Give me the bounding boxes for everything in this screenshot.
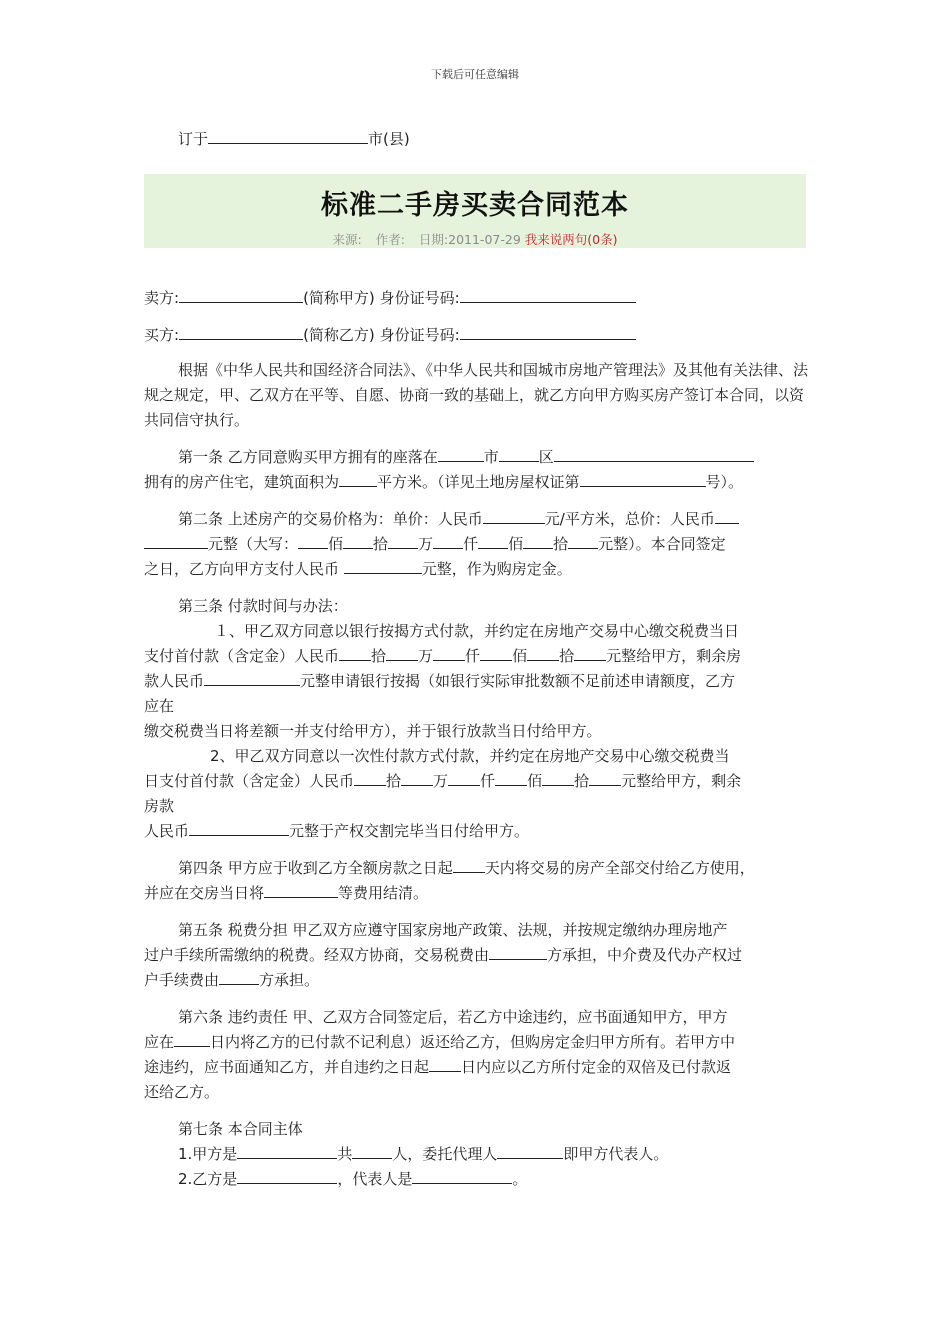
blank <box>715 509 739 524</box>
blank <box>497 1144 563 1159</box>
article-4-line-2 <box>144 881 812 906</box>
article-3-p1-line-3 <box>144 669 812 694</box>
text: 方承担，中介费及代办产权过 <box>547 946 743 964</box>
text: 第二条 上述房产的交易价格为：单价：人民币 <box>178 510 483 528</box>
text: 佰 <box>512 647 528 665</box>
text: 万 <box>433 772 449 790</box>
blank <box>480 646 512 661</box>
article-3-p1-line-5: 缴交税费当日将差额一并支付给甲方），并于银行放款当日付给甲方。 <box>144 722 602 740</box>
blank <box>433 534 463 549</box>
buyer-id-label: 身份证号码: <box>379 326 460 344</box>
text: 仟 <box>480 772 496 790</box>
title-banner <box>144 174 806 248</box>
blank <box>237 1144 337 1159</box>
blank <box>401 771 433 786</box>
blank <box>386 646 418 661</box>
header-note: 下载后可任意编辑 <box>431 68 519 81</box>
blank <box>523 534 553 549</box>
blank <box>438 447 484 462</box>
blank <box>589 771 621 786</box>
text: 拾 <box>386 772 402 790</box>
blank <box>495 771 527 786</box>
blank <box>179 288 303 303</box>
signed-at-line <box>178 128 410 149</box>
article-3-p1-line-2 <box>144 644 812 669</box>
blank <box>568 534 598 549</box>
blank <box>204 671 300 686</box>
text: 并应在交房当日将 <box>144 884 265 902</box>
blank <box>433 646 465 661</box>
text: 佰 <box>328 535 344 553</box>
text: 1.甲方是 <box>178 1145 238 1163</box>
text: 款人民币 <box>144 672 205 690</box>
article-7-title: 第七条 本合同主体 <box>178 1120 303 1138</box>
blank <box>298 534 328 549</box>
article-1-line-1 <box>144 445 812 470</box>
text: 共 <box>337 1145 353 1163</box>
text: 拾 <box>559 647 575 665</box>
blank <box>352 1144 392 1159</box>
blank <box>412 1169 512 1184</box>
text: 第四条 甲方应于收到乙方全额房款之日起 <box>178 859 453 877</box>
blank <box>343 534 373 549</box>
text: 拾 <box>373 535 389 553</box>
blank <box>344 559 422 574</box>
text: 途违约，应书面通知乙方，并自违约之日起 <box>144 1058 430 1076</box>
buyer-line <box>144 323 812 348</box>
text: 拾 <box>553 535 569 553</box>
blank <box>219 970 259 985</box>
text: ，代表人是 <box>337 1170 413 1188</box>
text: 拾 <box>371 647 387 665</box>
text: 天内将交易的房产全部交付给乙方使用， <box>484 859 755 877</box>
text: 人，委托代理人 <box>392 1145 498 1163</box>
article-6-line-3 <box>144 1055 812 1080</box>
text: 元整）。本合同签定 <box>598 535 726 553</box>
article-3-title: 第三条 付款时间与办法： <box>178 597 348 615</box>
text: 佰 <box>527 772 543 790</box>
article-3-p2-line-4 <box>144 819 812 844</box>
blank <box>339 646 371 661</box>
article-3-p2-line-1: 2、甲乙双方同意以一次性付款方式付款，并约定在房地产交易中心缴交税费当 <box>210 747 730 765</box>
blank <box>478 534 508 549</box>
buyer-label: 买方: <box>144 326 180 344</box>
text: 人民币 <box>144 822 190 840</box>
blank <box>542 771 574 786</box>
article-5-line-2 <box>144 943 812 968</box>
text: 应在 <box>144 1033 175 1051</box>
text: 佰 <box>508 535 524 553</box>
article-6-line-1: 第六条 违约责任 甲、乙双方合同签定后，若乙方中途违约，应书面通知甲方，甲方 <box>178 1008 728 1026</box>
blank <box>144 534 208 549</box>
text: 号）。 <box>705 473 744 491</box>
blank <box>460 325 636 340</box>
blank <box>179 325 303 340</box>
article-meta <box>144 230 806 248</box>
blank <box>189 821 289 836</box>
text: 元整给甲方，剩余房 <box>606 647 742 665</box>
meta-source: 来源: <box>332 232 362 247</box>
blank <box>237 1169 337 1184</box>
blank-city <box>208 129 368 144</box>
signed-at-suffix: 市(县) <box>368 130 410 148</box>
blank <box>574 646 606 661</box>
text: 方承担。 <box>259 971 320 989</box>
document-title: 标准二手房买卖合同范本 <box>321 190 629 221</box>
article-6-line-4: 还给乙方。 <box>144 1083 220 1101</box>
article-7-line-2 <box>144 1167 812 1192</box>
article-4-line-1 <box>144 856 812 881</box>
seller-alias: (简称甲方) <box>303 289 375 307</box>
article-2-line-1 <box>144 507 812 532</box>
seller-line <box>144 286 812 311</box>
blank <box>354 771 386 786</box>
article-3-p2-line-3: 房款 <box>144 797 175 815</box>
text: 日支付首付款（含定金）人民币 <box>144 772 355 790</box>
meta-author: 作者: <box>375 232 405 247</box>
text: 日内将乙方的已付款不记利息）返还给乙方，但购房定金归甲方所有。若甲方中 <box>210 1033 736 1051</box>
signed-at-prefix: 订于 <box>178 130 209 148</box>
seller-label: 卖方: <box>144 289 180 307</box>
text: 市 <box>483 448 499 466</box>
blank <box>264 883 338 898</box>
text: 即甲方代表人。 <box>563 1145 669 1163</box>
contract-body <box>144 286 812 1192</box>
text: 元/平方米，总价：人民币 <box>544 510 715 528</box>
article-3-p1-line-4: 应在 <box>144 697 175 715</box>
preamble: 根据《中华人民共和国经济合同法》、《中华人民共和国城市房地产管理法》及其他有关法律、法规之规定，甲、乙双方在平等、自愿、协商一致的基础上，就乙方向甲方购买房产签订本合同，以资共同信守执行。 <box>144 361 809 429</box>
text: 拾 <box>574 772 590 790</box>
article-2-line-2 <box>144 532 812 557</box>
article-2-line-3 <box>144 557 812 582</box>
text: 日内应以乙方所付定金的双倍及已付款返 <box>461 1058 732 1076</box>
text: 仟 <box>465 647 481 665</box>
text: 过户手续所需缴纳的税费。经双方协商，交易税费由 <box>144 946 490 964</box>
text: 元整，作为购房定金。 <box>421 560 572 578</box>
blank <box>388 534 418 549</box>
text: 区 <box>538 448 554 466</box>
blank <box>460 288 636 303</box>
text: 仟 <box>463 535 479 553</box>
text: 万 <box>418 535 434 553</box>
blank <box>499 447 539 462</box>
article-5-line-1: 第五条 税费分担 甲乙双方应遵守国家房地产政策、法规，并按规定缴纳办理房地产 <box>178 921 728 939</box>
text: 支付首付款（含定金）人民币 <box>144 647 340 665</box>
meta-date: 2011-07-29 <box>448 232 521 247</box>
text: 户手续费由 <box>144 971 220 989</box>
text: 第一条 乙方同意购买甲方拥有的座落在 <box>178 448 438 466</box>
text: 平方米。（详见土地房屋权证第 <box>377 473 580 491</box>
blank <box>489 945 547 960</box>
text: 元整（大写： <box>208 535 299 553</box>
blank <box>339 472 377 487</box>
text: 万 <box>418 647 434 665</box>
text: 元整申请银行按揭（如银行实际审批数额不足前述申请额度，乙方 <box>300 672 736 690</box>
blank <box>554 447 754 462</box>
text: 2.乙方是 <box>178 1170 238 1188</box>
text: 等费用结清。 <box>338 884 429 902</box>
buyer-alias: (简称乙方) <box>303 326 375 344</box>
blank <box>580 472 706 487</box>
text: 拥有的房产住宅，建筑面积为 <box>144 473 340 491</box>
text: 之日，乙方向甲方支付人民币 <box>144 560 340 578</box>
blank <box>174 1032 210 1047</box>
blank <box>453 858 485 873</box>
text: 元整给甲方，剩余 <box>621 772 742 790</box>
blank <box>483 509 545 524</box>
blank <box>527 646 559 661</box>
article-5-line-3 <box>144 968 812 993</box>
blank <box>448 771 480 786</box>
article-1-line-2 <box>144 470 812 495</box>
article-6-line-2 <box>144 1030 812 1055</box>
blank <box>429 1057 461 1072</box>
meta-date-label: 日期: <box>418 232 449 247</box>
article-3-p2-line-2 <box>144 769 812 794</box>
article-3-p1-line-1: １、甲乙双方同意以银行按揭方式付款，并约定在房地产交易中心缴交税费当日 <box>214 622 740 640</box>
comment-link[interactable]: 我来说两句(0条) <box>524 232 618 247</box>
article-7-line-1 <box>144 1142 812 1167</box>
text: 元整于产权交割完毕当日付给甲方。 <box>289 822 530 840</box>
text: 。 <box>512 1170 528 1188</box>
seller-id-label: 身份证号码: <box>379 289 460 307</box>
